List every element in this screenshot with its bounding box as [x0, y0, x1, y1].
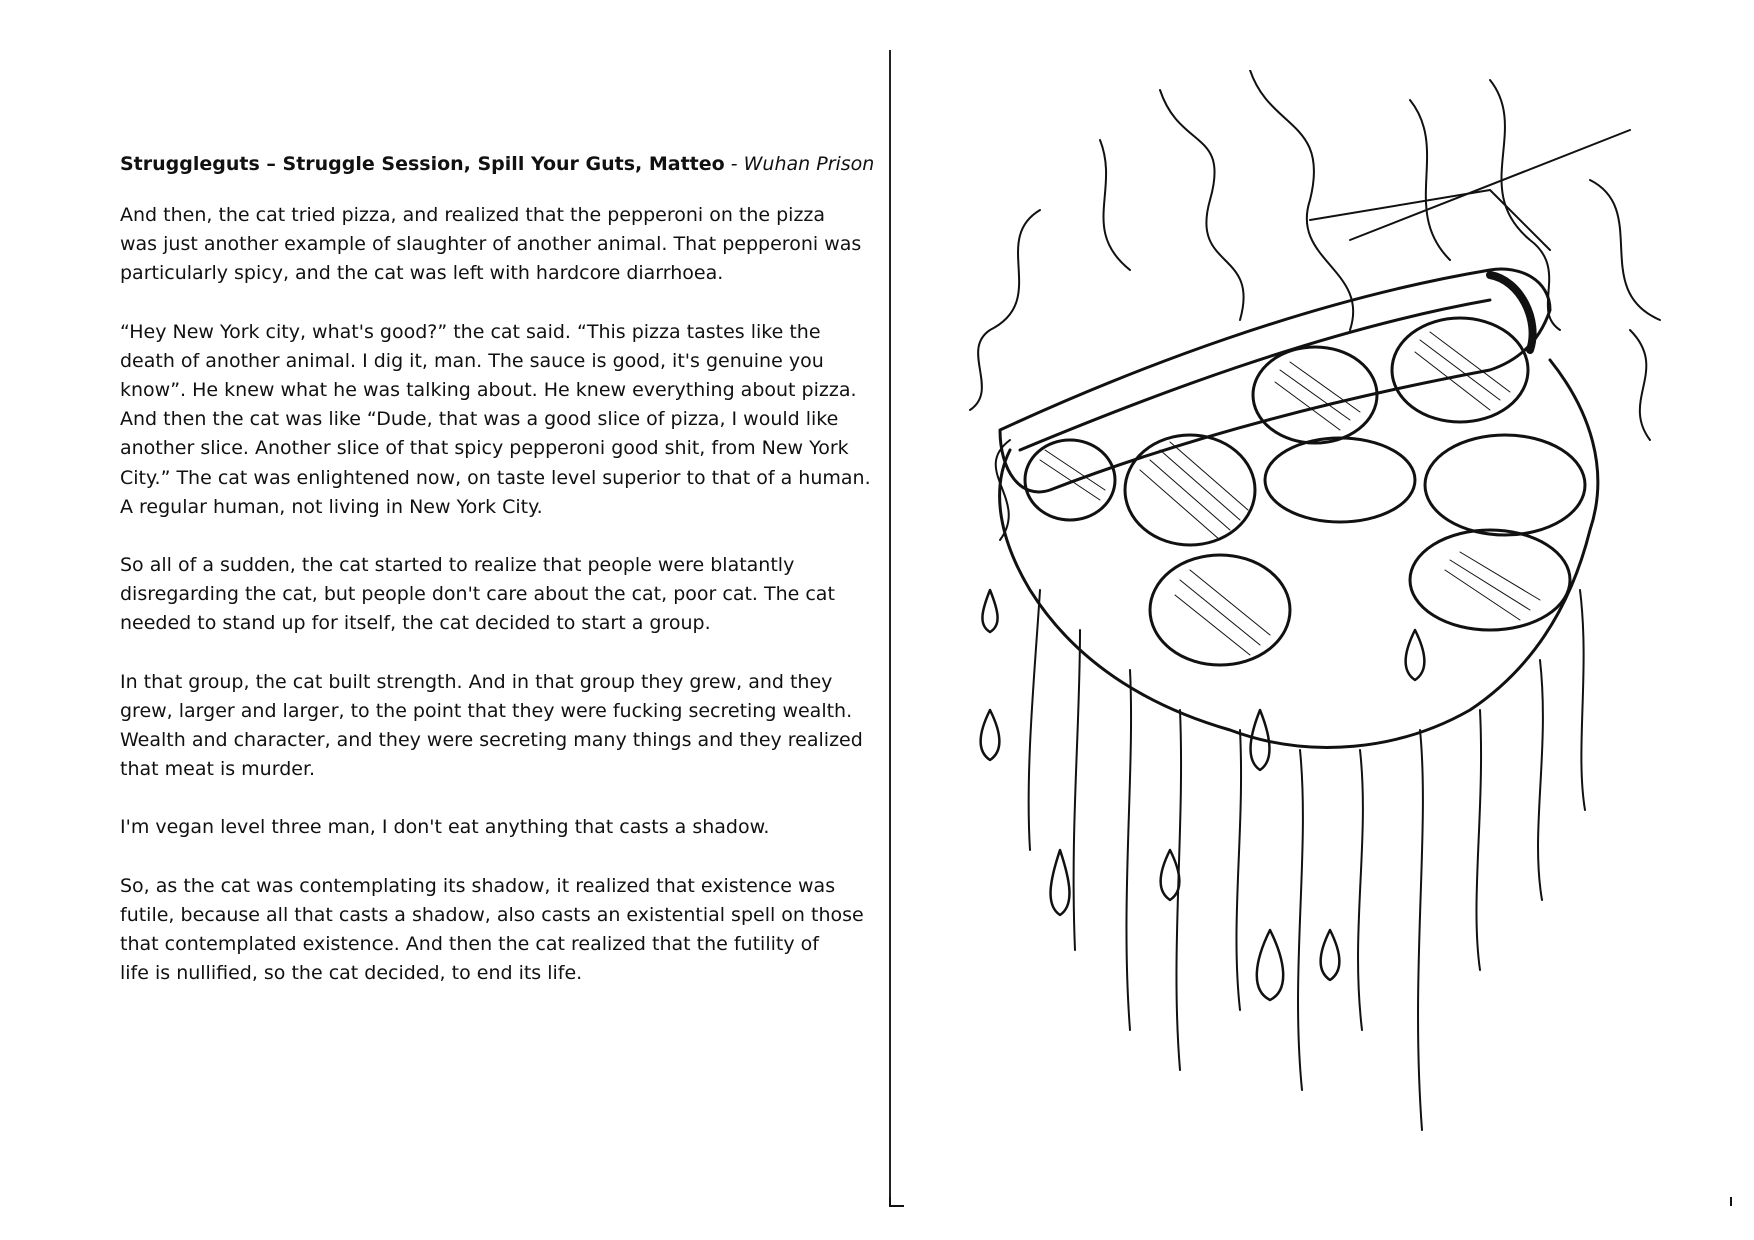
story-heading — [120, 150, 890, 179]
paragraph-line: death of another animal. I dig it, man. The sauce is good, it's genuine you — [120, 349, 824, 372]
paragraph-line: So all of a sudden, the cat started to realize that people were blatantly — [120, 554, 795, 577]
paragraph-line: City.” The cat was enlightened now, on taste level superior to that of a human. — [120, 466, 871, 489]
paragraph — [120, 813, 890, 842]
paragraph-line: In that group, the cat built strength. And in that group they grew, and they — [120, 670, 833, 693]
paragraph-line: “Hey New York city, what's good?” the cat said. “This pizza tastes like the — [120, 320, 821, 343]
paragraph-line: know”. He knew what he was talking about. He knew everything about pizza. — [120, 379, 857, 402]
cheese-drips — [1029, 590, 1585, 1130]
paragraph-line: I'm vegan level three man, I don't eat anything that casts a shadow. — [120, 816, 770, 839]
paragraph-line: grew, larger and larger, to the point that they were fucking secreting wealth. — [120, 699, 853, 722]
paragraph-line: needed to stand up for itself, the cat decided to start a group. — [120, 612, 711, 635]
paragraph-line: futile, because all that casts a shadow, also casts an existential spell on those — [120, 903, 864, 926]
paragraph-line: that contemplated existence. And then the cat realized that the futility of — [120, 933, 819, 956]
crop-mark-icon — [1728, 1197, 1734, 1207]
paragraph — [120, 551, 890, 639]
paragraph-line: life is nullified, so the cat decided, to end its life. — [120, 962, 583, 985]
pizza-slice-body — [1000, 360, 1598, 747]
story-text-block — [120, 150, 890, 1017]
paragraph-line: was just another example of slaughter of another animal. That pepperoni was — [120, 233, 862, 256]
heading-separator: - — [724, 153, 744, 175]
paragraph-line: that meat is murder. — [120, 758, 316, 781]
paragraph-line: So, as the cat was contemplating its shadow, it realized that existence was — [120, 874, 836, 897]
story-title: Struggleguts – Struggle Session, Spill Your Guts, Matteo — [120, 153, 725, 175]
paragraph-line: another slice. Another slice of that spicy pepperoni good shit, from New York — [120, 437, 849, 460]
paragraph-line: particularly spicy, and the cat was left with hardcore diarrhoea. — [120, 262, 724, 285]
page-gutter-divider — [889, 50, 891, 1200]
pepperoni — [1025, 318, 1585, 665]
paragraph — [120, 872, 890, 989]
paragraph — [120, 201, 890, 289]
story-location: Wuhan Prison — [743, 153, 875, 175]
paragraph-line: A regular human, not living in New York City. — [120, 495, 543, 518]
paragraph-line: And then, the cat tried pizza, and realized that the pepperoni on the pizza — [120, 204, 826, 226]
paragraph-line: Wealth and character, and they were secreting many things and they realized — [120, 729, 863, 752]
crop-mark-icon — [889, 1197, 905, 1207]
paragraph-line: And then the cat was like “Dude, that was a good slice of pizza, I would like — [120, 408, 839, 431]
paragraph-line: disregarding the cat, but people don't care about the cat, poor cat. The cat — [120, 583, 835, 606]
paragraph — [120, 318, 890, 522]
pizza-slice-illustration — [930, 70, 1690, 1170]
paragraph — [120, 668, 890, 785]
